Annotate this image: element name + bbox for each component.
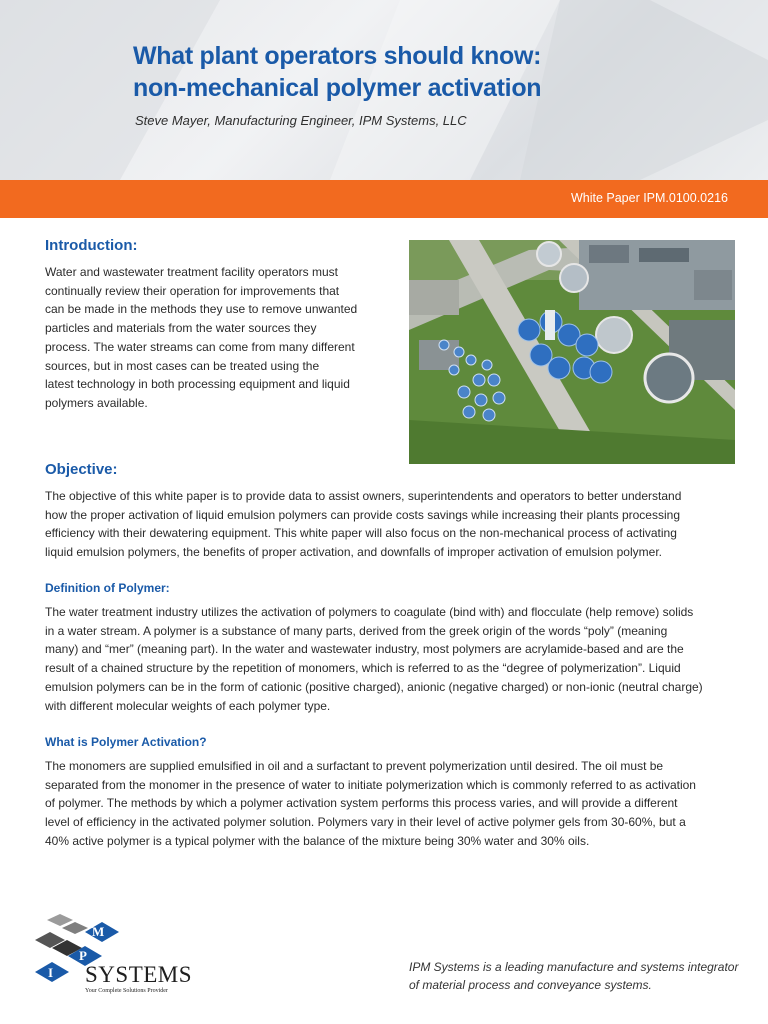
company-tagline <box>409 958 739 994</box>
tagline-line: IPM Systems is a leading manufacture and systems integrator <box>409 960 739 974</box>
document-id: White Paper IPM.0100.0216 <box>570 191 728 205</box>
activation-line: level of efficiency in the activated polymer solution. Polymers vary in their level of active polymer gels from 30-60%, but a <box>45 815 686 830</box>
treatment-plant-photo <box>409 240 735 464</box>
intro-heading: Introduction: <box>45 237 138 254</box>
svg-text:I: I <box>48 965 54 980</box>
activation-line: separated from the monomer in the presence of water to initiate polymerization which is commonly referred to as activation <box>45 777 696 792</box>
objective-line: efficiency with their dewatering equipment. This white paper will also focus on the non-mechanical process of activating <box>45 526 677 541</box>
activation-paragraph <box>45 757 696 851</box>
definition-line: result of a chained structure by the repetition of monomers, which is referred to as the “degree of polymerization”. Liquid <box>45 661 681 676</box>
page-title <box>133 40 733 104</box>
intro-line: polymers available. <box>45 395 148 410</box>
logo-slogan: Your Complete Solutions Provider <box>85 988 168 994</box>
definition-heading: Definition of Polymer: <box>45 581 170 595</box>
definition-line: with different molecular weights of each polymer type. <box>45 698 331 713</box>
intro-line: process. The water streams can come from many different <box>45 339 355 354</box>
objective-paragraph <box>45 487 681 562</box>
objective-line: The objective of this white paper is to provide data to assist owners, superintendents and operators to better understand <box>45 489 682 503</box>
logo-wordmark: SYSTEMS <box>85 962 193 987</box>
activation-heading: What is Polymer Activation? <box>45 735 207 749</box>
svg-text:M: M <box>92 924 105 939</box>
definition-line: emulsion polymers can be in the form of cationic (positive charged), anionic (negative charged) or non-ionic (neutral charge) <box>45 679 703 694</box>
objective-line: liquid emulsion polymers, the benefits of proper activation, and downfalls of improper activation of emulsion polymer. <box>45 545 662 560</box>
orange-banner <box>0 180 768 218</box>
activation-line: of polymer. The methods by which a polymer activation system performs this process varies, and will provide a different <box>45 796 678 811</box>
intro-line: sources, but in most cases can be treated using the <box>45 358 320 373</box>
title-line-2: non-mechanical polymer activation <box>133 74 542 102</box>
intro-line: particles and materials from the water sources they <box>45 321 317 336</box>
svg-text:P: P <box>79 948 87 963</box>
definition-line: many) and “mer” (meaning part). In the water and wastewater industry, most polymers are acrylamide-based and are the <box>45 642 684 657</box>
definition-line: The water treatment industry utilizes the activation of polymers to coagulate (bind with) and flocculate (help remove) solids <box>45 605 694 619</box>
header-banner <box>0 0 768 180</box>
activation-line: 40% active polymer is a typical polymer with the balance of the mixture being 30% water and 30% oils. <box>45 833 590 848</box>
author-byline: Steve Mayer, Manufacturing Engineer, IPM Systems, LLC <box>135 113 467 128</box>
intro-line: latest technology in both processing equipment and liquid <box>45 377 350 392</box>
intro-paragraph <box>45 263 357 413</box>
objective-heading: Objective: <box>45 461 118 478</box>
title-line-1: What plant operators should know: <box>133 42 542 70</box>
definition-line: in a water stream. A polymer is a substance of many parts, derived from the greek origin of the words “poly” (meaning <box>45 623 668 638</box>
intro-line: continually review their operation for improvements that <box>45 283 340 298</box>
tagline-line: of material process and conveyance systems. <box>409 978 652 992</box>
activation-line: The monomers are supplied emulsified in oil and a surfactant to prevent polymerization until desired. The oil must be <box>45 759 664 773</box>
intro-line: Water and wastewater treatment facility operators must <box>45 265 339 279</box>
objective-line: how the proper activation of liquid emulsion polymers can provide costs savings while increasing their plants processing <box>45 507 680 522</box>
definition-paragraph <box>45 603 703 715</box>
intro-line: can be made in the methods they use to remove unwanted <box>45 302 358 317</box>
